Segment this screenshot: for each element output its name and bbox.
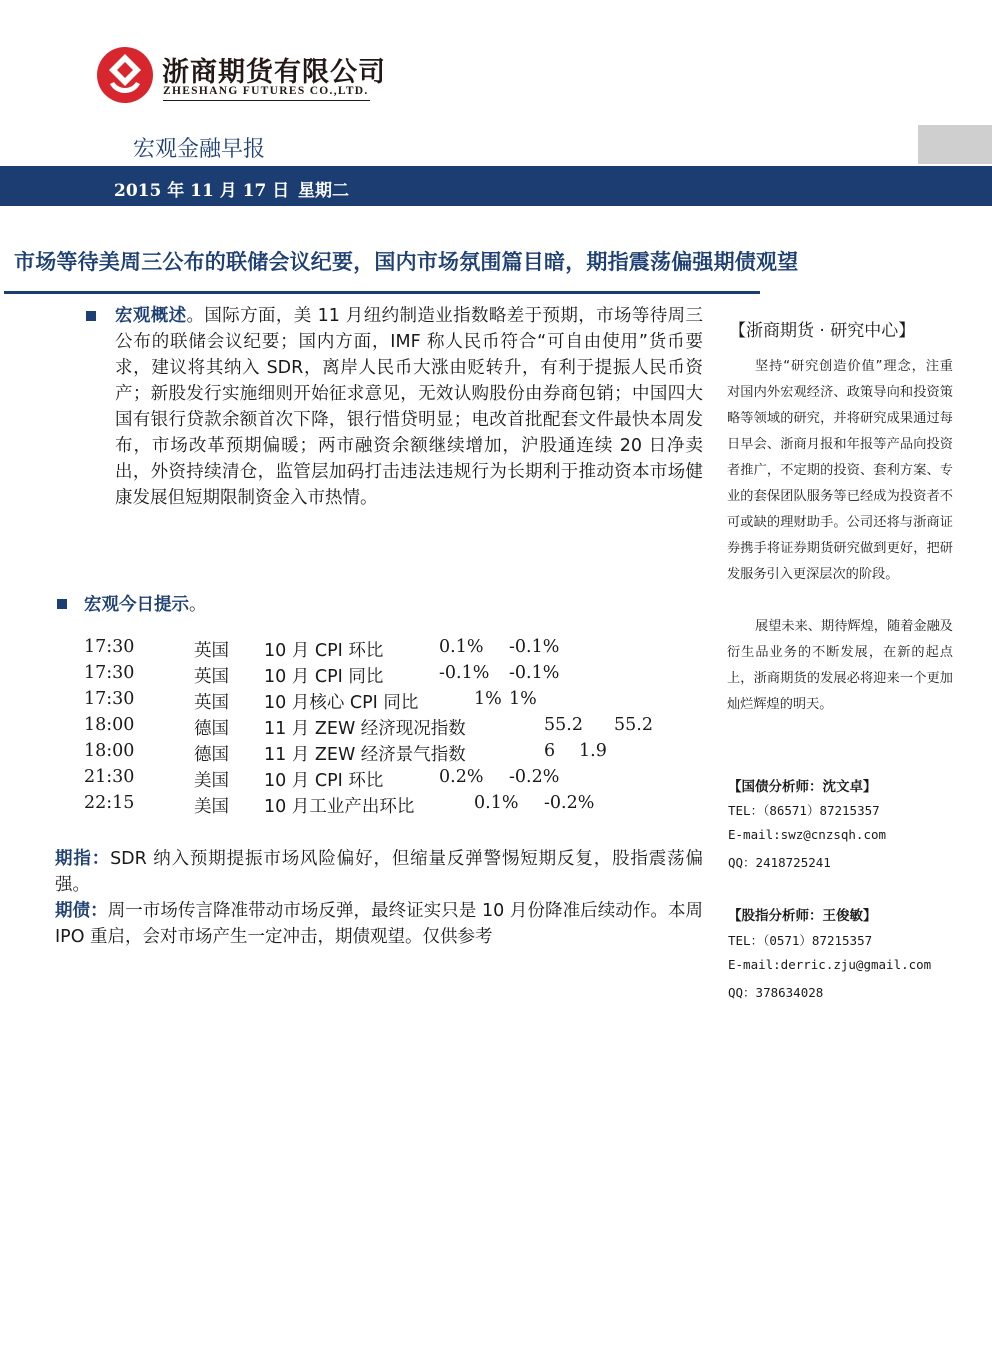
today-bullet-icon (57, 599, 67, 609)
schedule-event: 10 月工业产出环比 (264, 797, 415, 817)
schedule-event: 10 月 CPI 环比 (264, 641, 384, 661)
sidebar-title: 【浙商期货 · 研究中心】 (729, 321, 916, 341)
analyst-index-email[interactable]: E-mail:derric.zju@gmail.com (728, 957, 932, 972)
schedule-row (0, 689, 720, 715)
analyst-index-tel: TEL：（0571）87215357 (728, 933, 873, 948)
schedule-country: 美国 (194, 797, 229, 817)
report-title: 宏观金融早报 (133, 137, 266, 162)
schedule-forecast: 55.2 (614, 715, 653, 735)
overview-text: 。国际方面，美 11 月纽约制造业指数略差于预期，市场等待周三公布的联储会议纪要；国内方面，IMF 称人民币符合“可自由使用”货币要求，建议将其纳入 SDR，离岸人民币大涨由贬转升，有利于提振人民币资产；新股发行实施细则开始征求意见，无效认购股份由券商包销；中国四大国有银行贷款余额首次下降，银行惜贷明显；电改首批配套文件最快本周发布，市场改革预期偏暖；两市融资余额继续增加，沪股通连续 20 日净卖出，外资持续清仓，监管层加码打击违法违规行为长期利于推动资本市场健康发展但短期限制资金入市热情。 (115, 306, 703, 508)
report-date: 2015 年 11 月 17 日 (114, 181, 290, 201)
schedule-time: 17:30 (84, 663, 135, 683)
bond-futures-comment (55, 898, 703, 950)
schedule-prev: 6 (544, 741, 556, 761)
company-logo-icon (96, 46, 154, 104)
schedule-time: 18:00 (84, 715, 135, 735)
schedule-prev: 55.2 (544, 715, 583, 735)
bond-futures-label: 期债： (55, 901, 108, 921)
schedule-row (0, 715, 720, 741)
overview-bullet-icon (86, 311, 96, 321)
schedule-prev: 0.1% (474, 793, 519, 813)
schedule-prev: 0.2% (439, 767, 484, 787)
schedule-country: 德国 (194, 719, 229, 739)
sidebar-outlook: 展望未来、期待辉煌，随着金融及衍生品业务的不断发展，在新的起点上，浙商期货的发展必将迎来一个更加灿烂辉煌的明天。 (727, 619, 953, 712)
header-gray-tab (918, 125, 992, 164)
report-weekday: 星期二 (298, 181, 349, 201)
schedule-prev: -0.1% (439, 663, 490, 683)
schedule-country: 德国 (194, 745, 229, 765)
schedule-prev: 0.1% (439, 637, 484, 657)
company-name-underline (163, 100, 370, 101)
schedule-forecast: 1% (509, 689, 537, 709)
macro-overview (115, 303, 703, 511)
analyst-bond-email[interactable]: E-mail:swz@cnzsqh.com (728, 827, 887, 842)
schedule-time: 17:30 (84, 689, 135, 709)
headline-divider (4, 291, 760, 294)
schedule-country: 英国 (194, 641, 229, 661)
schedule-event: 10 月 CPI 环比 (264, 771, 384, 791)
analyst-bond-title: 【国债分析师：沈文卓】 (728, 779, 877, 795)
schedule-time: 22:15 (84, 793, 135, 813)
schedule-prev: 1% (474, 689, 502, 709)
schedule-row (0, 767, 720, 793)
headline: 市场等待美周三公布的联储会议纪要，国内市场氛围篇目暗，期指震荡偏强期债观望 (14, 250, 799, 274)
sidebar-intro: 坚持“研究创造价值”理念，注重对国内外宏观经济、政策导向和投资策略等领域的研究，并将研究成果通过每日早会、浙商月报和年报等产品向投资者推广，不定期的投资、套利方案、专业的套保团队服务等已经成为投资者不可或缺的理财助手。公司还将与浙商证券携手将证券期货研究做到更好，把研发服务引入更深层次的阶段。 (727, 359, 953, 582)
schedule-event: 10 月核心 CPI 同比 (264, 693, 419, 713)
today-label: 宏观今日提示 (84, 595, 189, 615)
analyst-bond-tel: TEL：（86571）87215357 (728, 803, 880, 818)
schedule-forecast: -0.2% (509, 767, 560, 787)
schedule-time: 21:30 (84, 767, 135, 787)
analyst-bond-qq: QQ：2418725241 (728, 855, 831, 870)
schedule-forecast: -0.1% (509, 637, 560, 657)
schedule-row (0, 663, 720, 689)
schedule-row (0, 793, 720, 819)
schedule-forecast: -0.2% (544, 793, 595, 813)
schedule-country: 英国 (194, 667, 229, 687)
schedule-event: 10 月 CPI 同比 (264, 667, 384, 687)
schedule-row (0, 741, 720, 767)
index-futures-comment (55, 846, 703, 898)
schedule-country: 英国 (194, 693, 229, 713)
today-heading (84, 592, 207, 618)
schedule-time: 17:30 (84, 637, 135, 657)
schedule-country: 美国 (194, 771, 229, 791)
company-name-en: ZHESHANG FUTURES CO.,LTD. (163, 85, 369, 97)
index-futures-text: SDR 纳入预期提振市场风险偏好，但缩量反弹警惕短期反复，股指震荡偏强。 (55, 849, 703, 895)
schedule-time: 18:00 (84, 741, 135, 761)
company-name-cn: 浙商期货有限公司 (162, 57, 386, 88)
overview-label: 宏观概述 (115, 306, 187, 326)
index-futures-label: 期指： (55, 849, 111, 869)
today-suffix: 。 (189, 595, 207, 615)
schedule-forecast: 1.9 (579, 741, 607, 761)
schedule-event: 11 月 ZEW 经济景气指数 (264, 745, 466, 765)
analyst-index-qq: QQ：378634028 (728, 985, 824, 1000)
schedule-row (0, 637, 720, 663)
schedule-forecast: -0.1% (509, 663, 560, 683)
analyst-index-title: 【股指分析师：王俊敏】 (728, 908, 877, 924)
bond-futures-text: 周一市场传言降准带动市场反弹，最终证实只是 10 月份降准后续动作。本周 IPO 重启，会对市场产生一定冲击，期债观望。仅供参考 (55, 901, 703, 947)
schedule-event: 11 月 ZEW 经济现况指数 (264, 719, 466, 739)
